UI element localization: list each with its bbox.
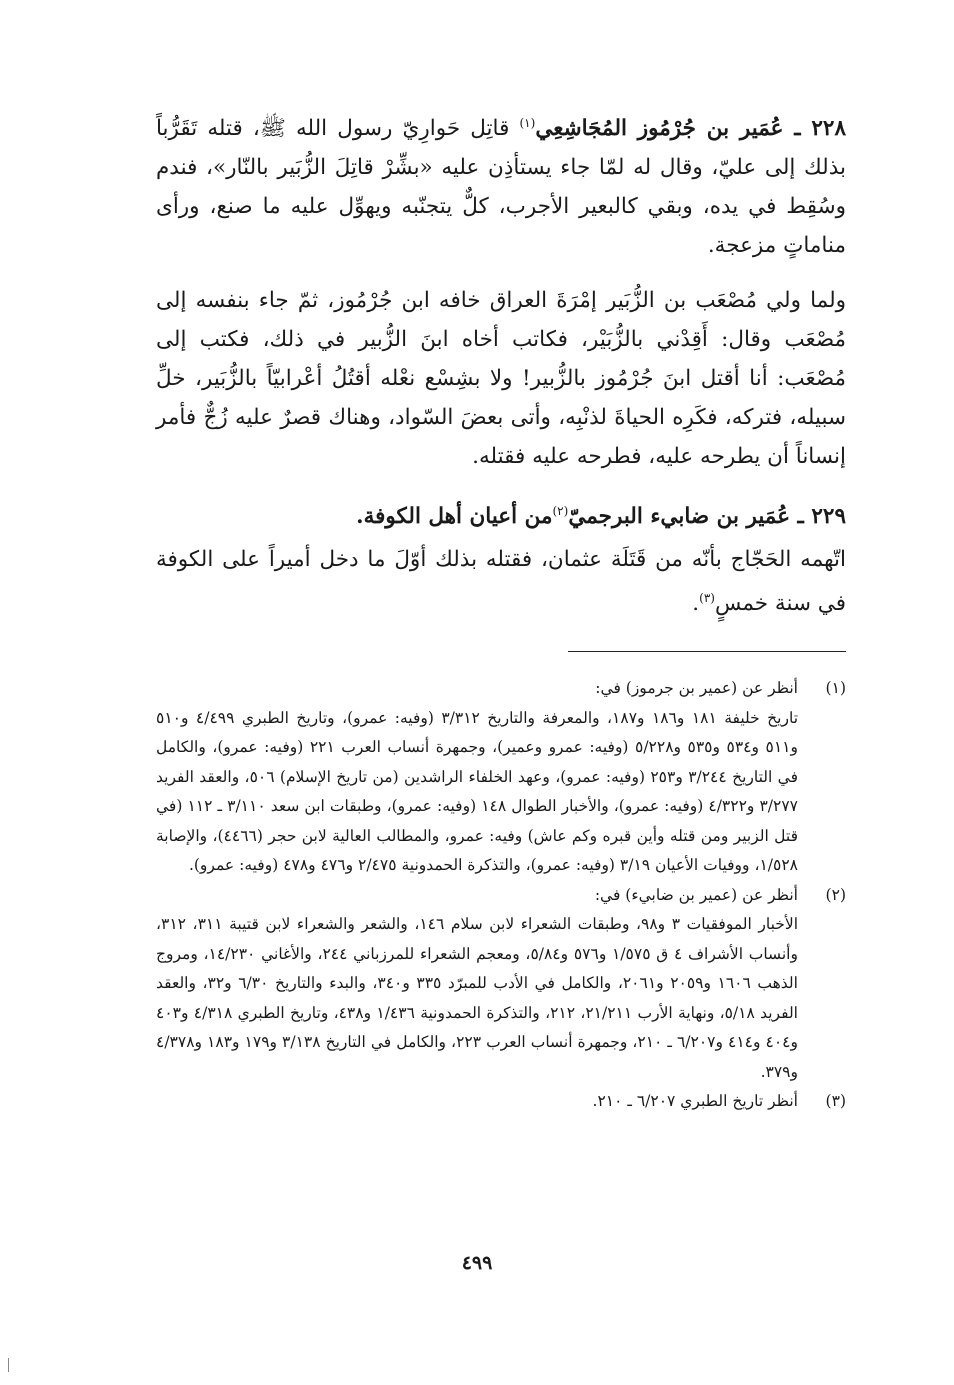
main-text (156, 104, 846, 623)
footnote-1 (156, 674, 846, 881)
footnote-body (156, 1087, 798, 1117)
footnote-title: أنظر عن (عمير بن ضابيء) في: (594, 885, 798, 904)
footnote-2 (156, 881, 846, 1088)
footnote-number: (٢) (825, 885, 846, 904)
entry-229-heading-line (156, 492, 846, 536)
entry-229-text: اتّهمه الحَجّاج بأنّه من قَتَلَة عثمان، فقتله بذلك أوّلَ ما دخل أميراً على الكوفة في سنة خمسٍ (156, 547, 846, 617)
entry-228-heading: ٢٢٨ ـ عُمَير بن جُرْمُوز المُجَاشِعِي (535, 116, 846, 142)
footnote-text: تاريخ خليفة ١٨١ و١٨٦ و١٨٧، والمعرفة والتاريخ ٣/٣١٢ (وفيه: عمرو)، وتاريخ الطبري ٤/٤٩٩ و٥١٠ و٥١١ و٥٣٤ و٥٣٥ و٥/٢٢٨ (وفيه: عمرو وعمير)، وجمهرة أنساب العرب ٢٢١ (وفيه: عمرو)، والكامل في التاريخ ٣/٢٤٤ و٢٥٣ (وفيه: عمرو)، وعهد الخلفاء الراشدين (من تاريخ الإسلام) ٥٠٦، والعقد الفريد ٣/٢٧٧ و٤/٣٢٢ (وفيه: عمرو)، والأخبار الطوال ١٤٨ (وفيه: عمرو)، وطبقات ابن سعد ٣/١١٠ ـ ١١٢ (في قتل الزبير ومن قتله وأين قبره وكم عاش) وفيه: عمرو، والمطالب العالية لابن حجر (٤٤٦٦)، والإصابة ١/٥٢٨، ووفيات الأعيان ٣/١٩ (وفيه: عمرو)، والتذكرة الحمدونية ٢/٤٧٥ و٤٧٦ و٤٧٨ (وفيه: عمرو). (156, 708, 799, 874)
footnote-text: الأخبار الموفقيات ٣ و٩٨، وطبقات الشعراء لابن سلام ١٤٦، والشعر والشعراء لابن قتيبة ٣١١، ٣١٢، وأنساب الأشراف ٤ ق ١/٥٧٥ و٥٧٦ و٥/٨٤، ومعجم الشعراء للمرزباني ٢٤٤، والأغاني ١٤/٢٣٠، ومروج الذهب ١٦٠٦ و٢٠٥٩ و٢٠٦١، والكامل في الأدب للمبرّد ٣٣٥ و٣٤٠، والبدء والتاريخ ٦/٣٠ و٣٢، والعقد الفريد ٥/١٨، ونهاية الأرب ٢١/٢١١، ٢١٢، والتذكرة الحمدونية ١/٤٣٦ و٤٣٨، وتاريخ الطبري ٤/٣١٨ و٤٠٣ و٤٠٤ و٤١٤ و٦/٢٠٧ ـ ٢١٠، وجمهرة أنساب العرب ٢٢٣، والكامل في التاريخ ٣/١٣٨ و١٧٩ و١٨٣ و٤/٣٧٨ و٣٧٩. (156, 915, 798, 1081)
footnote-body (156, 881, 798, 1088)
entry-229-heading: ٢٢٩ ـ عُمَير بن ضابيء البرجميّ (568, 504, 846, 530)
footnote-ref-3[interactable]: (٣) (699, 591, 715, 606)
footnote-3 (156, 1087, 846, 1117)
footnotes (156, 674, 846, 1117)
footnote-number: (٣) (825, 1092, 846, 1110)
footnote-separator (568, 651, 846, 652)
entry-229-heading-tail: من أعيان أهل الكوفة. (356, 504, 553, 530)
entry-229-paragraph (156, 540, 846, 623)
footnote-number: (١) (825, 679, 846, 697)
page-number: ٤٩٩ (461, 1252, 493, 1274)
footnote-text: أنظر تاريخ الطبري ٦/٢٠٧ ـ ٢١٠. (592, 1092, 798, 1110)
entry-228-paragraph-1 (156, 104, 846, 265)
footnote-ref-2[interactable]: (٢) (552, 504, 569, 519)
entry-229-text-end: . (692, 591, 700, 617)
scan-edge-mark (8, 1358, 9, 1372)
footnote-body (156, 674, 798, 881)
entry-228-text: قاتِل حَوارِيّ رسول الله ﷺ، قتله تَقَرُّباً بذلك إلى عليّ، وقال له لمّا جاء يستأذِن عليه «بشِّرْ قاتِلَ الزُّبَير بالنّار»، فندم وسُقِط في يده، وبقي كالبعير الأجرب، كلٌّ يتجنّبه ويهوِّل عليه ما صنع، ورأى مناماتٍ مزعجة. (156, 116, 846, 259)
footnote-title: أنظر عن (عمير بن جرموز) في: (595, 679, 798, 697)
entry-228-paragraph-2: ولما ولي مُصْعَب بن الزُّبَير إمْرَةَ العراق خافه ابن جُرْمُوز، ثمّ جاء بنفسه إلى مُصْعَب وقال: أَقِدْني بالزُّبَيْر، فكاتب أخاه ابنَ الزُّبير في ذلك، فكتب إلى مُصْعَب: أنا أقتل ابنَ جُرْمُوز بالزُّبير! ولا بشِسْع نعْله أقتُلُ أعْرابيّاً بالزُّبَير، خلِّ سبيله، فتركه، فكَرِه الحياةَ لذنْبِه، وأتى بعضَ السّواد، وهناك قصرٌ عليه زُجٌّ فأمر إنساناً أن يطرحه عليه، فطرحه عليه فقتله. (156, 288, 846, 470)
footnote-ref-1[interactable]: (١) (519, 116, 536, 130)
